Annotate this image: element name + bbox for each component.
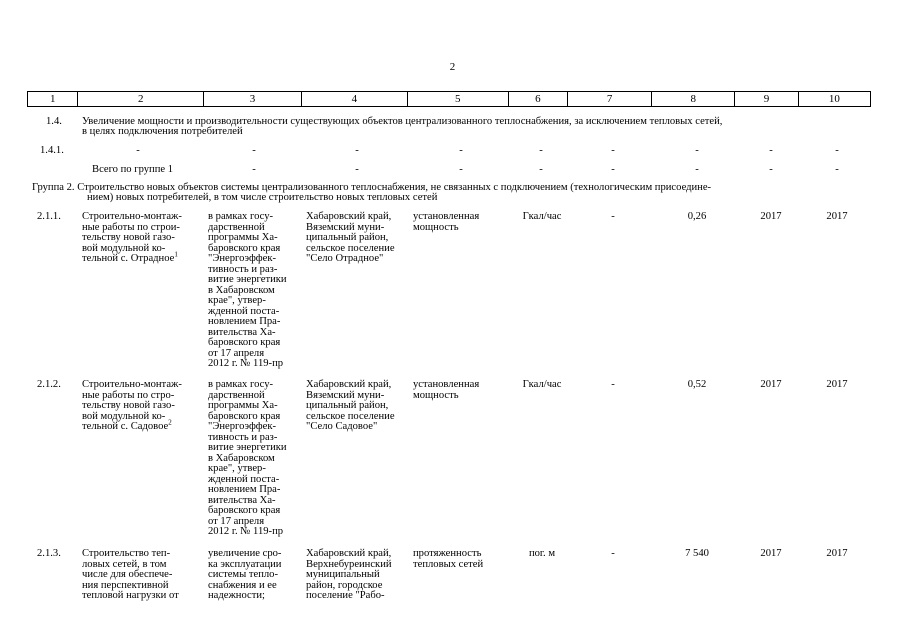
row-col-10: 2017 bbox=[826, 379, 848, 390]
name-line: тепловой нагрузки от bbox=[82, 590, 179, 601]
parameter-line: мощность bbox=[413, 221, 459, 233]
parameter-line: протяженность bbox=[413, 548, 482, 559]
basis-line: "Энергоэффек- bbox=[208, 253, 277, 264]
basis-line: дарственной bbox=[208, 389, 265, 401]
basis-line: вительства Ха- bbox=[208, 326, 276, 338]
section-title-line-1: Увеличение мощности и производительности существующих объектов централизованного теплоснабжения, за исключением тепловых сетей, bbox=[82, 116, 723, 127]
header-col-1: 1 bbox=[28, 92, 78, 107]
basis-line: увеличение сро- bbox=[208, 548, 282, 559]
location-line: "Село Садовое" bbox=[306, 421, 378, 432]
basis-line: в рамках госу- bbox=[208, 211, 274, 222]
row-col-9: 2017 bbox=[760, 211, 782, 222]
row-col-7: - bbox=[611, 211, 615, 222]
group-2-heading-line-2: нием) новых потребителей, в том числе строительство новых тепловых сетей bbox=[87, 192, 438, 203]
location-line: Вяземский муни- bbox=[306, 221, 385, 233]
name-line: вой модульной ко- bbox=[82, 410, 166, 422]
basis-line: жденной поста- bbox=[208, 305, 280, 317]
row-location bbox=[306, 212, 395, 265]
location-line: муниципальный bbox=[306, 569, 380, 580]
basis-line: "Энергоэффек- bbox=[208, 421, 277, 432]
dash-col-10: - bbox=[835, 145, 839, 156]
name-line: ные работы по строи- bbox=[82, 221, 180, 233]
basis-line: дарственной bbox=[208, 221, 265, 233]
dash-col-8: - bbox=[695, 145, 699, 156]
row-location bbox=[306, 549, 392, 602]
total-dash-col-9: - bbox=[769, 164, 773, 175]
row-basis bbox=[208, 549, 281, 602]
parameter-line: установленная bbox=[413, 211, 480, 222]
total-dash-col-5: - bbox=[459, 164, 463, 175]
page-number: 2 bbox=[449, 61, 456, 73]
header-col-8: 8 bbox=[652, 92, 735, 107]
location-line: сельское поселение bbox=[306, 242, 395, 254]
total-label: Всего по группе 1 bbox=[92, 164, 174, 175]
basis-line: надежности; bbox=[208, 590, 265, 601]
row-col-7: - bbox=[611, 379, 615, 390]
name-line: Строительно-монтаж- bbox=[82, 379, 182, 390]
basis-line: 2012 г. № 119-пр bbox=[208, 358, 284, 369]
name-line: Строительство теп- bbox=[82, 548, 171, 559]
location-line: Хабаровский край, bbox=[306, 548, 392, 559]
total-dash-col-7: - bbox=[611, 164, 615, 175]
basis-line: витие энергетики bbox=[208, 442, 287, 453]
total-dash-col-3: - bbox=[252, 164, 256, 175]
row-parameter bbox=[413, 549, 483, 570]
row-number: 2.1.3. bbox=[37, 548, 61, 559]
basis-line: программы Ха- bbox=[208, 400, 278, 411]
row-unit: пог. м bbox=[528, 548, 556, 559]
row-col-9: 2017 bbox=[760, 548, 782, 559]
dash-col-3: - bbox=[252, 145, 256, 156]
section-number: 1.4. bbox=[46, 116, 62, 127]
row-col-8: 7 540 bbox=[685, 548, 709, 559]
location-line: сельское поселение bbox=[306, 410, 395, 422]
basis-line: жденной поста- bbox=[208, 473, 280, 485]
name-line: Строительно-монтаж- bbox=[82, 211, 182, 222]
location-line: поселение "Рабо- bbox=[306, 590, 385, 601]
basis-line: крае", утвер- bbox=[208, 463, 266, 474]
total-dash-col-8: - bbox=[695, 164, 699, 175]
basis-line: в рамках госу- bbox=[208, 379, 274, 390]
location-line: Верхнебуреинский bbox=[306, 558, 392, 570]
total-dash-col-10: - bbox=[835, 164, 839, 175]
parameter-line: мощность bbox=[413, 389, 459, 401]
name-line: ловых сетей, в том bbox=[82, 558, 167, 570]
basis-line: витие энергетики bbox=[208, 274, 287, 285]
location-line: ципальный район, bbox=[306, 232, 389, 243]
column-number-header bbox=[27, 91, 871, 107]
dash-col-6: - bbox=[539, 145, 543, 156]
basis-line: системы тепло- bbox=[208, 569, 278, 580]
name-line: вой модульной ко- bbox=[82, 242, 166, 254]
location-line: "Село Отрадное" bbox=[306, 253, 384, 264]
row-basis bbox=[208, 212, 287, 370]
basis-line: снабжения и ее bbox=[208, 579, 277, 591]
footnote-mark: 2 bbox=[168, 418, 172, 427]
basis-line: баровского края bbox=[208, 337, 281, 348]
name-line: ния перспективной bbox=[82, 579, 169, 591]
row-number: 2.1.1. bbox=[37, 211, 61, 222]
group-2-heading-line-1: Группа 2. Строительство новых объектов системы централизованного теплоснабжения, не связанных с подключением (технологическим присоедине- bbox=[32, 182, 712, 193]
location-line: Хабаровский край, bbox=[306, 211, 392, 222]
header-col-7: 7 bbox=[568, 92, 652, 107]
basis-line: тивность и раз- bbox=[208, 431, 278, 443]
basis-line: тивность и раз- bbox=[208, 263, 278, 275]
total-dash-col-4: - bbox=[355, 164, 359, 175]
basis-line: в Хабаровском bbox=[208, 284, 275, 296]
dash-col-2: - bbox=[136, 145, 140, 156]
dash-col-7: - bbox=[611, 145, 615, 156]
footnote-mark: 1 bbox=[174, 250, 178, 259]
header-col-4: 4 bbox=[302, 92, 408, 107]
dash-col-5: - bbox=[459, 145, 463, 156]
header-col-6: 6 bbox=[508, 92, 567, 107]
row-parameter bbox=[413, 380, 479, 401]
location-line: Хабаровский край, bbox=[306, 379, 392, 390]
row-number: 1.4.1. bbox=[40, 145, 64, 156]
header-col-5: 5 bbox=[407, 92, 508, 107]
header-col-3: 3 bbox=[204, 92, 302, 107]
row-name bbox=[82, 549, 179, 602]
parameter-line: установленная bbox=[413, 379, 480, 390]
basis-line: баровского края bbox=[208, 410, 281, 422]
row-col-8: 0,26 bbox=[687, 211, 707, 222]
basis-line: ка эксплуатации bbox=[208, 558, 282, 570]
section-title-line-2: в целях подключения потребителей bbox=[82, 126, 243, 137]
parameter-line: тепловых сетей bbox=[413, 558, 484, 570]
location-line: Вяземский муни- bbox=[306, 389, 385, 401]
row-number: 2.1.2. bbox=[37, 379, 61, 390]
basis-line: новлением Пра- bbox=[208, 316, 281, 327]
dash-col-9: - bbox=[769, 145, 773, 156]
row-unit: Гкал/час bbox=[522, 211, 562, 222]
basis-line: 2012 г. № 119-пр bbox=[208, 526, 284, 537]
basis-line: вительства Ха- bbox=[208, 494, 276, 506]
header-col-9: 9 bbox=[735, 92, 798, 107]
row-basis bbox=[208, 380, 287, 538]
basis-line: от 17 апреля bbox=[208, 515, 265, 527]
row-name bbox=[82, 212, 182, 265]
row-col-10: 2017 bbox=[826, 548, 848, 559]
header-col-10: 10 bbox=[798, 92, 870, 107]
name-line: тельной с. Садовое bbox=[82, 421, 169, 432]
name-line: ные работы по стро- bbox=[82, 389, 175, 401]
row-col-7: - bbox=[611, 548, 615, 559]
row-col-8: 0,52 bbox=[687, 379, 707, 390]
basis-line: баровского края bbox=[208, 242, 281, 254]
row-name bbox=[82, 380, 182, 433]
row-unit: Гкал/час bbox=[522, 379, 562, 390]
row-parameter bbox=[413, 212, 479, 233]
name-line: тельной с. Отрадное bbox=[82, 253, 175, 264]
basis-line: в Хабаровском bbox=[208, 452, 275, 464]
header-col-2: 2 bbox=[78, 92, 204, 107]
basis-line: новлением Пра- bbox=[208, 484, 281, 495]
basis-line: крае", утвер- bbox=[208, 295, 266, 306]
total-dash-col-6: - bbox=[539, 164, 543, 175]
basis-line: баровского края bbox=[208, 505, 281, 516]
location-line: ципальный район, bbox=[306, 400, 389, 411]
location-line: район, городское bbox=[306, 579, 383, 591]
row-col-9: 2017 bbox=[760, 379, 782, 390]
name-line: тельству новой газо- bbox=[82, 400, 175, 411]
name-line: тельству новой газо- bbox=[82, 232, 175, 243]
row-col-10: 2017 bbox=[826, 211, 848, 222]
basis-line: программы Ха- bbox=[208, 232, 278, 243]
dash-col-4: - bbox=[355, 145, 359, 156]
row-location bbox=[306, 380, 395, 433]
name-line: числе для обеспече- bbox=[82, 569, 173, 580]
basis-line: от 17 апреля bbox=[208, 347, 265, 359]
